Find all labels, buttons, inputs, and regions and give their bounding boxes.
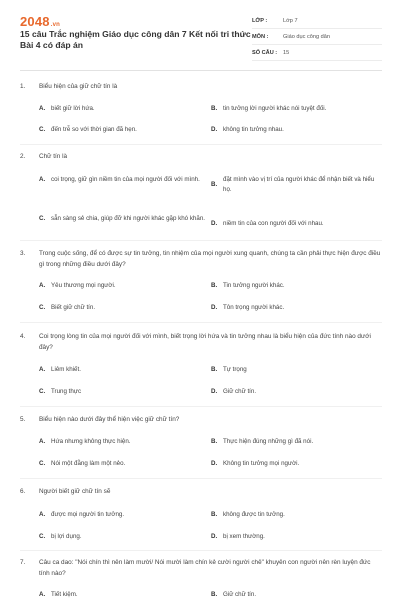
option-text: bị xem thường. — [223, 533, 265, 540]
option-text: Không tin tưởng mọi người. — [223, 460, 300, 467]
meta-value: Lớp 7 — [283, 17, 298, 24]
option-d[interactable] — [211, 532, 265, 542]
question-text: Câu ca dao: "Nói chín thì nên làm mười/ Nói mười làm chín kẻ cười người chê" khuyên con người nên rèn luyện đức tính nào? — [39, 559, 371, 577]
question-divider — [20, 240, 382, 241]
question-divider — [20, 406, 382, 407]
option-letter: D. — [211, 220, 218, 227]
question-7 — [20, 557, 382, 601]
meta-row-subject — [252, 29, 382, 45]
option-text: không tin tưởng nhau. — [223, 126, 284, 133]
option-letter: A. — [39, 366, 46, 373]
question-6 — [20, 486, 382, 551]
option-letter: B. — [211, 282, 218, 289]
option-c[interactable] — [39, 387, 81, 397]
question-number: 6. — [20, 488, 26, 495]
question-stem — [20, 414, 382, 425]
option-a[interactable] — [39, 104, 95, 114]
option-a[interactable] — [39, 510, 124, 520]
question-text: Biểu hiện nào dưới đây thể hiện việc giữ chữ tín? — [39, 416, 180, 423]
option-b[interactable] — [211, 365, 247, 375]
logo-text: 2048 — [20, 14, 50, 29]
question-stem — [20, 486, 382, 497]
options — [20, 100, 382, 146]
question-number: 1. — [20, 83, 26, 90]
question-stem — [20, 151, 382, 162]
document-title: 15 câu Trắc nghiệm Giáo dục công dân 7 Kết nối tri thức Bài 4 có đáp án — [20, 29, 251, 50]
options — [20, 170, 382, 242]
question-number: 3. — [20, 250, 26, 257]
options — [20, 433, 382, 479]
question-3 — [20, 248, 382, 324]
question-stem — [20, 248, 382, 270]
options — [20, 361, 382, 407]
option-d[interactable] — [211, 387, 256, 397]
option-text: được mọi người tin tưởng. — [51, 511, 125, 518]
option-letter: A. — [39, 511, 46, 518]
option-text: Giữ chữ tín. — [223, 388, 257, 395]
option-letter: C. — [39, 460, 46, 467]
meta-label: MÔN : — [252, 33, 269, 40]
option-c[interactable] — [39, 459, 125, 469]
meta-label: SỐ CÂU : — [252, 49, 278, 56]
meta-row-count — [252, 45, 382, 61]
option-c[interactable] — [39, 303, 95, 313]
option-c[interactable] — [39, 532, 82, 542]
option-b[interactable] — [211, 590, 256, 600]
meta-label: LỚP : — [252, 17, 268, 24]
option-text: Liêm khiết. — [51, 366, 81, 373]
question-divider — [20, 322, 382, 323]
option-letter: D. — [211, 304, 218, 311]
option-text: sẵn sàng sẻ chia, giúp đỡ khi người khác gặp khó khăn. — [51, 215, 205, 222]
option-a[interactable] — [39, 437, 131, 447]
option-a[interactable] — [39, 175, 209, 185]
option-c[interactable] — [39, 125, 137, 135]
option-letter: D. — [211, 533, 218, 540]
option-letter: B. — [211, 511, 218, 518]
option-d[interactable] — [211, 303, 284, 313]
option-letter: A. — [39, 591, 46, 598]
option-letter: A. — [39, 282, 46, 289]
options — [20, 505, 382, 551]
option-text: Tin tưởng người khác. — [223, 282, 285, 289]
option-letter: A. — [39, 176, 46, 183]
question-number: 2. — [20, 153, 26, 160]
question-divider — [20, 478, 382, 479]
option-text: Nói một đằng làm một nẻo. — [51, 460, 126, 467]
document-meta — [252, 13, 382, 61]
option-letter: C. — [39, 126, 46, 133]
question-number: 4. — [20, 333, 26, 340]
option-letter: B. — [211, 366, 218, 373]
question-divider — [20, 144, 382, 145]
option-text: coi trọng, giữ gìn niềm tin của mọi người đối với mình. — [51, 176, 200, 183]
option-text: đặt mình vào vị trí của người khác để nhận biết và hiểu họ. — [223, 176, 375, 193]
logo-domain: .vn — [50, 22, 61, 28]
options — [20, 587, 382, 601]
option-letter: D. — [211, 126, 218, 133]
question-number: 7. — [20, 559, 26, 566]
option-c[interactable] — [39, 214, 209, 224]
option-letter: C. — [39, 388, 46, 395]
option-d[interactable] — [211, 459, 299, 469]
option-letter: C. — [39, 215, 46, 222]
option-letter: A. — [39, 105, 46, 112]
document-header — [0, 0, 400, 66]
option-text: không được tin tưởng. — [223, 511, 285, 518]
option-text: biết giữ lời hứa. — [51, 105, 95, 112]
option-letter: B. — [211, 438, 218, 445]
option-letter: B. — [211, 591, 218, 598]
question-text: Biểu hiện của giữ chữ tín là — [39, 83, 118, 90]
option-text: Yêu thương mọi người. — [51, 282, 116, 289]
option-letter: A. — [39, 438, 46, 445]
option-b[interactable] — [211, 437, 313, 447]
option-text: Tiết kiệm. — [51, 591, 78, 598]
option-text: Tôn trọng người khác. — [223, 304, 285, 311]
option-letter: C. — [39, 533, 46, 540]
meta-value: 15 — [283, 49, 290, 56]
meta-row-grade — [252, 13, 382, 29]
question-2 — [20, 151, 382, 242]
option-b[interactable] — [211, 175, 381, 195]
option-letter: B. — [211, 105, 218, 112]
meta-value: Giáo dục công dân — [283, 33, 330, 40]
question-text: Người biết giữ chữ tín sẽ — [39, 488, 111, 495]
option-b[interactable] — [211, 510, 285, 520]
question-text: Trong cuộc sống, để có được sự tin tưởng, tin nhiệm của mọi người xung quanh, chúng ta cần phải thực hiện được điều gì trong những điều dưới đây? — [39, 250, 381, 268]
question-stem — [20, 557, 382, 579]
question-1 — [20, 81, 382, 146]
option-a[interactable] — [39, 590, 78, 600]
option-letter: D. — [211, 388, 218, 395]
header-divider — [20, 70, 382, 71]
question-5 — [20, 414, 382, 479]
option-b[interactable] — [211, 281, 285, 291]
option-text: Trung thực — [51, 388, 82, 395]
option-d[interactable] — [211, 125, 284, 135]
option-d[interactable] — [211, 219, 381, 229]
option-text: niềm tin của con người đối với nhau. — [223, 220, 324, 227]
option-text: Tự trọng — [223, 366, 247, 373]
option-a[interactable] — [39, 365, 81, 375]
option-a[interactable] — [39, 281, 116, 291]
question-divider — [20, 550, 382, 551]
option-text: Thực hiện đúng những gì đã nói. — [223, 438, 314, 445]
option-text: bị lợi dụng. — [51, 533, 82, 540]
question-stem — [20, 81, 382, 92]
question-number: 5. — [20, 416, 26, 423]
option-letter: B. — [211, 181, 218, 188]
option-text: tin tưởng lời người khác nói tuyệt đối. — [223, 105, 327, 112]
option-text: Biết giữ chữ tín. — [51, 304, 96, 311]
question-stem — [20, 331, 382, 353]
option-letter: C. — [39, 304, 46, 311]
question-4 — [20, 331, 382, 407]
option-text: Giữ chữ tín. — [223, 591, 257, 598]
option-b[interactable] — [211, 104, 326, 114]
question-text: Coi trọng lòng tin của mọi người đối với mình, biết trọng lời hứa và tin tưởng nhau là biểu hiện của đức tính nào dưới đây? — [39, 333, 371, 351]
question-text: Chữ tín là — [39, 153, 68, 160]
site-logo[interactable] — [20, 14, 60, 29]
option-text: Hứa nhưng không thực hiện. — [51, 438, 131, 445]
options — [20, 278, 382, 324]
option-text: đến trễ so với thời gian đã hẹn. — [51, 126, 137, 133]
option-letter: D. — [211, 460, 218, 467]
